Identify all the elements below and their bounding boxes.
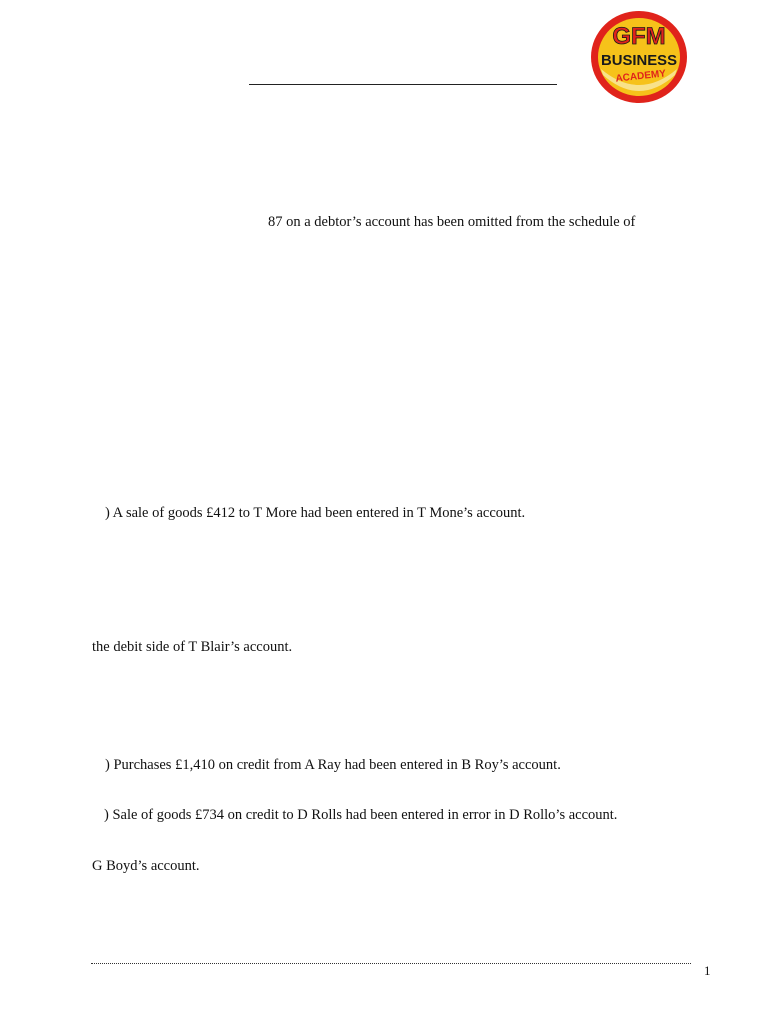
body-line-4: ) Purchases £1,410 on credit from A Ray had been entered in B Roy’s account. [105,757,561,773]
gfm-business-academy-logo-icon [589,9,689,105]
body-line-5: ) Sale of goods £734 on credit to D Rolls had been entered in error in D Rollo’s account. [104,807,618,823]
title-underline [249,84,557,85]
body-line-2: ) A sale of goods £412 to T More had been entered in T Mone’s account. [105,505,526,521]
body-line-1: 87 on a debtor’s account has been omitted from the schedule of [268,214,636,230]
logo-text-business: BUSINESS [601,52,677,69]
footer-divider [91,963,691,964]
body-line-3: the debit side of T Blair’s account. [92,639,293,655]
page-number: 1 [704,963,711,978]
body-line-6: G Boyd’s account. [92,858,200,874]
logo-text-gfm: GFM [612,23,666,50]
logo-text-academy: ACADEMY [615,68,667,85]
